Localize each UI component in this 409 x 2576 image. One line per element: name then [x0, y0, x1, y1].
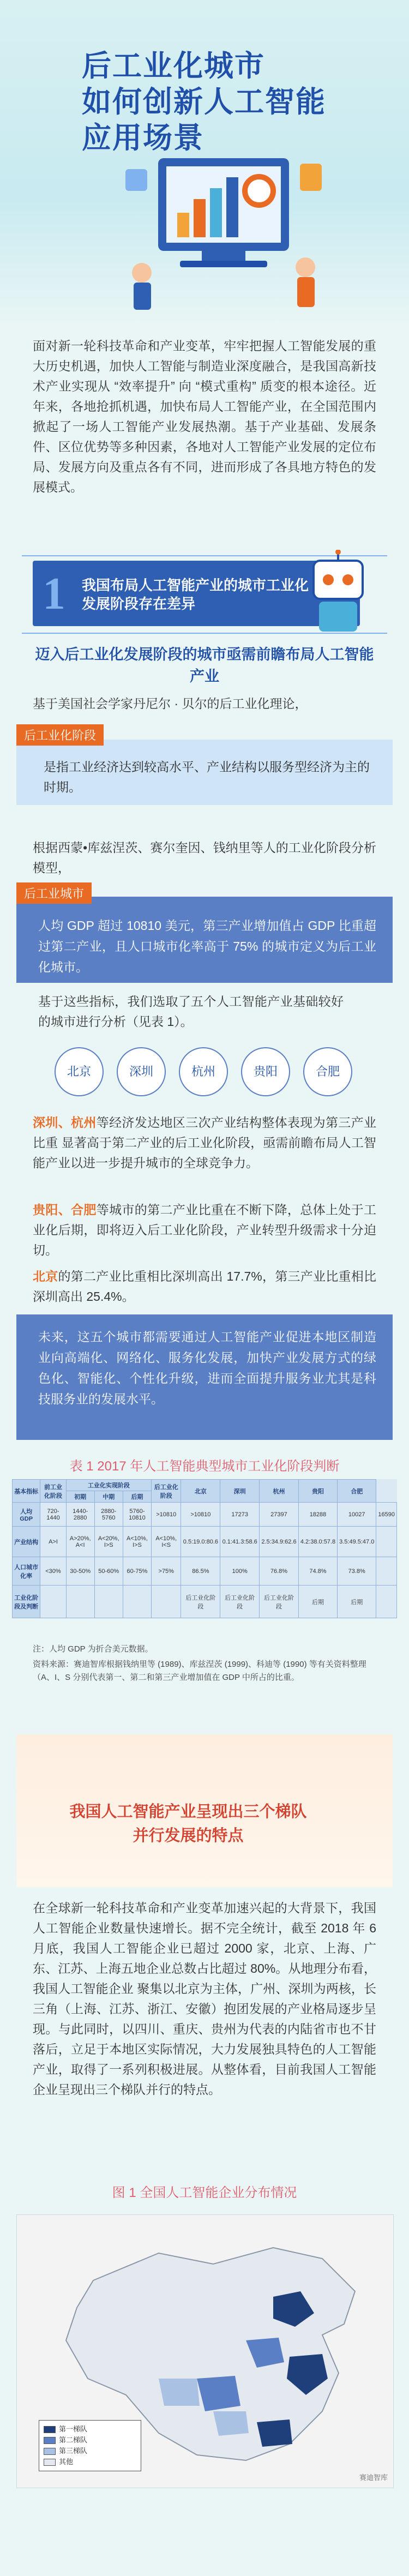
table-note-1: 注：人均 GDP 为折合美元数据。 — [33, 1644, 153, 1654]
section1-divider-bottom — [22, 633, 387, 634]
table-cell: 后期 — [298, 1586, 337, 1618]
table-cell: A>20%, A<I — [66, 1527, 94, 1557]
table-cell: 60-75% — [123, 1557, 151, 1586]
table-header-cell: 北京 — [181, 1480, 220, 1503]
city-beijing: 北京 — [55, 1047, 104, 1096]
table-cell: 1440-2880 — [66, 1503, 94, 1527]
post-stage-text: 是指工业经济达到较高水平、产业结构以服务型经济为主的时期。 — [44, 760, 370, 794]
table-header-cell: 初期 — [66, 1491, 94, 1503]
table-cell: 76.8% — [260, 1557, 299, 1586]
table-header-group: 工业化实现阶段 — [66, 1480, 151, 1491]
table-cell: 18288 — [298, 1503, 337, 1527]
legend-item-other — [44, 2457, 136, 2467]
section2-paragraph: 在全球新一轮科技革命和产业变革加速兴起的大背景下，我国人工智能企业数量快速增长。据不完全统计，截至 2018 年 6 月底，我国人工智能企业已超过 2000 家，北京、上海、广东、江苏、上海五地企业总数占比超过 80%。从地理分布看，我国人工智能企业 聚集以北京为主体，广州、深圳为两核，长三角（上海、江苏、浙江、安徽）抱团发展的产业格局逐步呈现。与此同时，以四川、重庆、贵州为代表的内陆省市也不甘落后，立足于本地区实际情况，大力发展独具特色的人工智能产业，取得了一系列积极进展。从整体看，目前我国人工智能企业呈现出三个梯队并行的特点。 — [33, 1901, 376, 2097]
legend-label: 第三梯队 — [59, 2447, 88, 2455]
table-header-cell: 基本指标 — [13, 1480, 40, 1503]
section2-title: 我国人工智能产业呈现出三个梯队并行发展的特点 — [69, 1803, 307, 1845]
table-cell: 后期 — [338, 1586, 376, 1618]
analysis-p1-cities: 深圳、杭州 — [33, 1115, 97, 1130]
table-cell: A<10%, I<S — [152, 1527, 181, 1557]
legend-item-tier1 — [44, 2424, 136, 2435]
section1-banner — [33, 561, 360, 626]
city-guiyang: 贵阳 — [241, 1047, 290, 1096]
section1-number: 1 — [43, 568, 65, 619]
table-cell: 后工业化阶段 — [181, 1586, 220, 1618]
table-cell: 10027 — [338, 1503, 376, 1527]
table-header-cell: 前工业化阶段 — [40, 1480, 66, 1503]
china-map-figure — [16, 2214, 394, 2488]
table-cell: >10810 — [181, 1503, 220, 1527]
table-cell: 0.5:19.0:80.6 — [181, 1527, 220, 1557]
watermark: 赛迪智库 — [359, 2473, 388, 2482]
tag-post-city: 后工业城市 — [16, 882, 92, 904]
table-cell: 0.1:41.3:58.6 — [220, 1527, 260, 1557]
table-cell: 16590 — [376, 1503, 397, 1527]
table-cell: >75% — [152, 1557, 181, 1586]
table1-title: 表 1 2017 年人工智能典型城市工业化阶段判断 — [69, 1459, 340, 1474]
post-city-box — [16, 897, 393, 983]
subhead-post-industrial: 迈入后工业化发展阶段的城市亟需前瞻布局人工智能产业 — [35, 646, 374, 684]
table-header-cell: 合肥 — [338, 1480, 376, 1503]
future-box — [16, 1314, 393, 1440]
legend-swatch — [44, 2426, 56, 2433]
legend-item-tier2 — [44, 2435, 136, 2446]
analysis-p3 — [33, 1266, 376, 1307]
robot-icon — [300, 550, 376, 637]
table-header-cell: 中期 — [94, 1491, 123, 1503]
table-cell: A<20%, I>S — [94, 1527, 123, 1557]
table-cell — [152, 1586, 181, 1618]
table-cell: 后工业化阶段 — [260, 1586, 299, 1618]
table-cell: A<10%, I>S — [123, 1527, 151, 1557]
city-hangzhou: 杭州 — [179, 1047, 228, 1096]
table-cell — [376, 1527, 397, 1557]
model-paragraph: 根据西蒙•库兹涅茨、赛尔奎因、钱纳里等人的工业化阶段分析模型， — [33, 840, 376, 875]
table-cell: 人口城市化率 — [13, 1557, 40, 1586]
select-paragraph: 基于这些指标，我们选取了五个人工智能产业基础较好的城市进行分析（见表 1）。 — [38, 994, 344, 1029]
legend-label: 第一梯队 — [59, 2425, 88, 2433]
legend-swatch — [44, 2459, 56, 2466]
analysis-p2 — [33, 1200, 376, 1260]
table-cell: 2880-5760 — [94, 1503, 123, 1527]
table-cell: 4.2:38.0:57.8 — [298, 1527, 337, 1557]
hero-title-line2: 如何创新人工智能应用场景 — [82, 86, 326, 154]
table-cell: 100% — [220, 1557, 260, 1586]
bell-theory-paragraph: 基于美国社会学家丹尼尔 · 贝尔的后工业化理论， — [33, 696, 308, 711]
table-cell: 86.5% — [181, 1557, 220, 1586]
table-cell: 30-50% — [66, 1557, 94, 1586]
legend-item-tier3 — [44, 2446, 136, 2457]
table-cell — [94, 1586, 123, 1618]
table-cell: A>I — [40, 1527, 66, 1557]
legend-swatch — [44, 2437, 56, 2444]
table-cell: 产业结构 — [13, 1527, 40, 1557]
analysis-p1 — [33, 1113, 376, 1173]
analysis-p2-text: 等城市的第二产业比重在不断下降，总体上处于工业化后期，即将迈入后工业化阶段，产业转型升级需求十分迫切。 — [33, 1203, 377, 1257]
table-header-cell: 后期 — [123, 1491, 151, 1503]
table1 — [12, 1479, 397, 1618]
table-header-row — [13, 1480, 397, 1491]
table-cell — [40, 1586, 66, 1618]
section1-title: 我国布局人工智能产业的城市工业化发展阶段存在差异 — [82, 577, 309, 612]
post-city-text: 人均 GDP 超过 10810 美元，第三产业增加值占 GDP 比重超过第二产业，且人口城市化率高于 75% 的城市定义为后工业化城市。 — [38, 918, 376, 974]
table-cell: 工业化阶段及判断 — [13, 1586, 40, 1618]
post-stage-box — [16, 740, 393, 805]
table-note-2: 资料来源：赛迪智库根据钱纳里等 (1989)、库兹涅茨 (1999)、科迪等 (1990) 等有关资料整理（A、I、S 分别代表第一、第二和第三产业增加值在 GDP 中所占的比重。 — [33, 1660, 366, 1682]
legend-label: 其他 — [59, 2458, 74, 2466]
table-cell: 720-1440 — [40, 1503, 66, 1527]
hero-title-line1: 后工业化城市 — [82, 50, 265, 82]
table-cell: 73.8% — [338, 1557, 376, 1586]
table-cell: 5760-10810 — [123, 1503, 151, 1527]
analysis-p3-text: 的第二产业比重相比深圳高出 17.7%，第三产业比重相比深圳高出 25.4%。 — [33, 1269, 377, 1304]
analysis-p1-text: 等经济发达地区三次产业结构整体表现为第三产业比重 显著高于第二产业的后工业化阶段，亟需前瞻布局人工智能产业以进一步提升城市的全球竞争力。 — [33, 1115, 377, 1170]
figure1-title: 图 1 全国人工智能企业分布情况 — [112, 2185, 297, 2200]
legend-swatch — [44, 2448, 56, 2455]
table-row — [13, 1586, 397, 1618]
city-list — [55, 1047, 360, 1102]
table-cell: 50-60% — [94, 1557, 123, 1586]
hero-illustration — [120, 136, 327, 311]
table-header-cell: 深圳 — [220, 1480, 260, 1503]
table-row — [13, 1527, 397, 1557]
table-cell — [376, 1557, 397, 1586]
map-legend — [39, 2420, 141, 2471]
table-cell: <30% — [40, 1557, 66, 1586]
table-cell: 17273 — [220, 1503, 260, 1527]
table-cell: 3.5:49.5:47.0 — [338, 1527, 376, 1557]
table-cell: 人均 GDP — [13, 1503, 40, 1527]
analysis-p2-cities: 贵阳、合肥 — [33, 1203, 97, 1217]
table-cell — [66, 1586, 94, 1618]
table-row — [13, 1503, 397, 1527]
city-hefei: 合肥 — [303, 1047, 352, 1096]
city-shenzhen: 深圳 — [117, 1047, 166, 1096]
table-cell — [376, 1586, 397, 1618]
table-cell — [123, 1586, 151, 1618]
legend-label: 第二梯队 — [59, 2436, 88, 2444]
future-text: 未来，这五个城市都需要通过人工智能产业促进本地区制造业向高端化、网络化、服务化发展，加快产业发展方式的绿色化、智能化、个性化升级，进而全面提升服务业尤其是科技服务业的发展水平。 — [38, 1330, 376, 1406]
table-cell: >10810 — [152, 1503, 181, 1527]
table-cell: 后工业化阶段 — [220, 1586, 260, 1618]
table-header-cell: 杭州 — [260, 1480, 299, 1503]
intro-paragraph: 面对新一轮科技革命和产业变革，牢牢把握人工智能发展的重大历史机遇，加快人工智能与制造业深度融合，是我国高新技术产业实现从 “效率提升” 向 “模式重构” 质变的根本途径。近年来，各地抢抓机遇，加快布局人工智能产业，在全国范围内掀起了一场人工智能产业发展热潮。基于产业基础、发展条件、区位优势等多种因素，各地对人工智能产业发展的定位布局、发展方向及重点各有不同，进而形成了各具地方特色的发展模式。 — [33, 339, 376, 494]
hero-banner — [0, 0, 409, 327]
tag-post-stage: 后工业化阶段 — [16, 724, 104, 746]
table-row — [13, 1557, 397, 1586]
table-cell: 2.5:34.9:62.6 — [260, 1527, 299, 1557]
analysis-p3-city: 北京 — [33, 1269, 58, 1283]
table-header-cell: 贵阳 — [298, 1480, 337, 1503]
table-cell: 27397 — [260, 1503, 299, 1527]
table-header-cell: 后工业化阶段 — [152, 1480, 181, 1503]
table-cell: 74.8% — [298, 1557, 337, 1586]
